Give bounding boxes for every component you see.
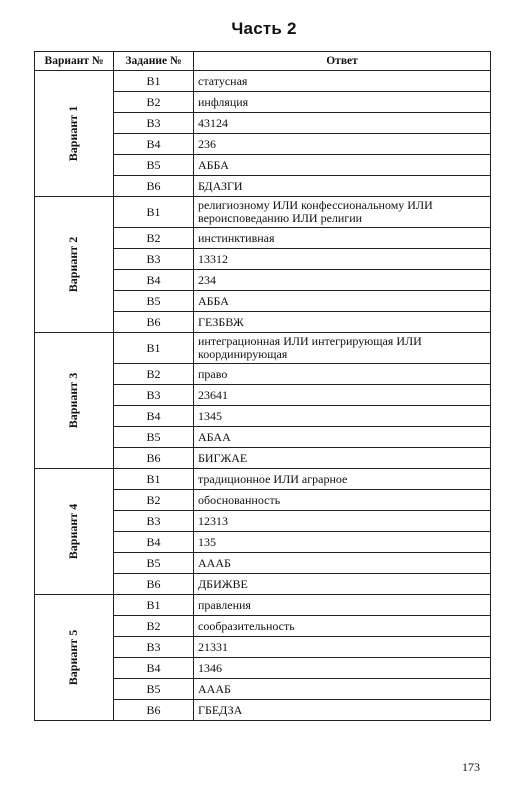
task-cell: B4 <box>114 532 194 553</box>
answer-cell: право <box>194 364 491 385</box>
answer-cell: 1345 <box>194 406 491 427</box>
task-cell: B3 <box>114 511 194 532</box>
answer-cell: БДАЗГИ <box>194 176 491 197</box>
task-cell: B1 <box>114 197 194 228</box>
answer-cell: обоснованность <box>194 490 491 511</box>
answer-cell: религиозному ИЛИ конфессиональному ИЛИ вероисповеданию ИЛИ религии <box>194 197 491 228</box>
answer-cell: ДБИЖВЕ <box>194 574 491 595</box>
answer-cell: инфляция <box>194 92 491 113</box>
task-cell: B5 <box>114 291 194 312</box>
answer-cell: АААБ <box>194 553 491 574</box>
answer-cell: 12313 <box>194 511 491 532</box>
variant-label: Вариант 2 <box>66 236 81 293</box>
variant-cell <box>35 333 114 469</box>
header-answer: Ответ <box>194 52 491 71</box>
variant-label: Вариант 3 <box>66 372 81 429</box>
task-cell: B2 <box>114 490 194 511</box>
page-number: 173 <box>462 760 480 774</box>
task-cell: B5 <box>114 155 194 176</box>
task-cell: B6 <box>114 574 194 595</box>
table-row <box>35 595 491 616</box>
table-row <box>35 469 491 490</box>
task-cell: B2 <box>114 228 194 249</box>
answer-cell: правления <box>194 595 491 616</box>
answer-cell: АББА <box>194 155 491 176</box>
answers-table <box>34 51 491 721</box>
task-cell: B5 <box>114 427 194 448</box>
answer-cell: ГБЕДЗА <box>194 700 491 721</box>
answer-cell: 43124 <box>194 113 491 134</box>
task-cell: B6 <box>114 312 194 333</box>
variant-label: Вариант 5 <box>66 629 81 686</box>
variant-label: Вариант 1 <box>66 105 81 162</box>
task-cell: B3 <box>114 637 194 658</box>
answer-cell: инстинктивная <box>194 228 491 249</box>
table-row <box>35 71 491 92</box>
answer-cell: 135 <box>194 532 491 553</box>
variant-cell <box>35 71 114 197</box>
answer-cell: сообразительность <box>194 616 491 637</box>
task-cell: B1 <box>114 71 194 92</box>
answer-cell: 21331 <box>194 637 491 658</box>
answer-cell: ГЕЗБВЖ <box>194 312 491 333</box>
task-cell: B4 <box>114 406 194 427</box>
task-cell: B4 <box>114 134 194 155</box>
variant-cell <box>35 595 114 721</box>
task-cell: B2 <box>114 92 194 113</box>
answer-cell: статусная <box>194 71 491 92</box>
task-cell: B2 <box>114 616 194 637</box>
task-cell: B1 <box>114 333 194 364</box>
variant-label: Вариант 4 <box>66 503 81 560</box>
table-row <box>35 197 491 228</box>
answer-cell: АААБ <box>194 679 491 700</box>
variant-cell <box>35 469 114 595</box>
task-cell: B3 <box>114 249 194 270</box>
answer-cell: 13312 <box>194 249 491 270</box>
answer-cell: 23641 <box>194 385 491 406</box>
header-variant: Вариант № <box>35 52 114 71</box>
task-cell: B3 <box>114 385 194 406</box>
task-cell: B3 <box>114 113 194 134</box>
answer-cell: 234 <box>194 270 491 291</box>
table-row <box>35 333 491 364</box>
task-cell: B2 <box>114 364 194 385</box>
answer-cell: БИГЖАЕ <box>194 448 491 469</box>
variant-cell <box>35 197 114 333</box>
task-cell: B4 <box>114 658 194 679</box>
task-cell: B4 <box>114 270 194 291</box>
answer-cell: АББА <box>194 291 491 312</box>
task-cell: B6 <box>114 700 194 721</box>
answer-cell: АБАА <box>194 427 491 448</box>
task-cell: B1 <box>114 469 194 490</box>
answer-cell: 236 <box>194 134 491 155</box>
task-cell: B6 <box>114 176 194 197</box>
answer-cell: традиционное ИЛИ аграрное <box>194 469 491 490</box>
task-cell: B1 <box>114 595 194 616</box>
task-cell: B5 <box>114 553 194 574</box>
answer-cell: интеграционная ИЛИ интегрирующая ИЛИ координирующая <box>194 333 491 364</box>
page-title: Часть 2 <box>231 19 297 38</box>
task-cell: B5 <box>114 679 194 700</box>
task-cell: B6 <box>114 448 194 469</box>
answer-cell: 1346 <box>194 658 491 679</box>
header-task: Задание № <box>114 52 194 71</box>
